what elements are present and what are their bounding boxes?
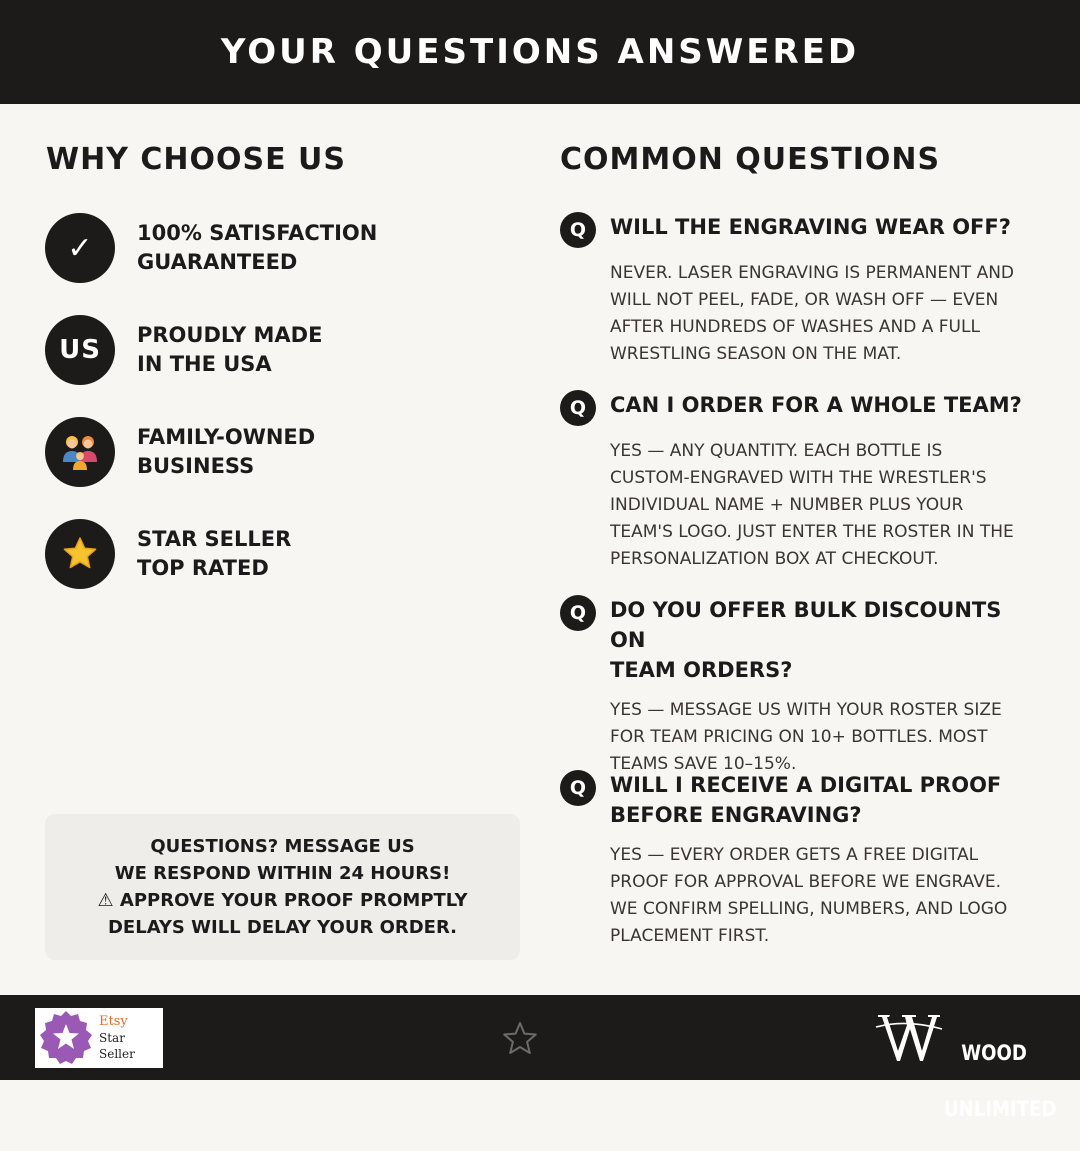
faq-question: WILL THE ENGRAVING WEAR OFF? xyxy=(610,215,1011,239)
faq-answer: YES — EVERY ORDER GETS A FREE DIGITAL PROOF FOR APPROVAL BEFORE WE ENGRAVE. WE CONFIRM SPELLING, NUMBERS, AND LOGO PLACEMENT FIRST. xyxy=(610,845,1008,946)
us-badge-icon xyxy=(45,315,115,385)
q-badge-icon: Q xyxy=(560,212,596,248)
faq-question: DO YOU OFFER BULK DISCOUNTS ON TEAM ORDERS? xyxy=(610,598,1002,682)
etsy-seal-icon xyxy=(37,1009,95,1067)
notice-line: ⚠ APPROVE YOUR PROOF PROMPTLY xyxy=(97,890,468,911)
feature-label: PROUDLY MADE IN THE USA xyxy=(137,323,323,376)
family-icon xyxy=(45,417,115,487)
faq-answer: NEVER. LASER ENGRAVING IS PERMANENT AND WILL NOT PEEL, FADE, OR WASH OFF — EVEN AFTER HUNDREDS OF WASHES AND A FULL WRESTLING SEASON ON THE MAT. xyxy=(610,263,1015,364)
notice-line: QUESTIONS? MESSAGE US xyxy=(150,836,415,857)
common-questions-title: COMMON QUESTIONS xyxy=(560,142,941,177)
feature-label: FAMILY-OWNED BUSINESS xyxy=(137,425,316,478)
feature-made-in-usa xyxy=(45,315,505,385)
etsy-name: Etsy xyxy=(99,1014,128,1029)
brand-line-2: UNLIMITED xyxy=(944,1097,1057,1121)
faq-question: WILL I RECEIVE A DIGITAL PROOF BEFORE ENGRAVING? xyxy=(610,773,1002,827)
faq-item xyxy=(560,390,1040,573)
us-badge-text: US xyxy=(59,335,101,365)
faq-answer: YES — MESSAGE US WITH YOUR ROSTER SIZE FOR TEAM PRICING ON 10+ BOTTLES. MOST TEAMS SAVE 10–15%. xyxy=(610,700,1002,774)
faq-question: CAN I ORDER FOR A WHOLE TEAM? xyxy=(610,393,1022,417)
etsy-star-seller-badge xyxy=(35,1008,163,1068)
q-badge-icon: Q xyxy=(560,390,596,426)
notice-line: DELAYS WILL DELAY YOUR ORDER. xyxy=(107,917,458,938)
checkmark-icon xyxy=(45,213,115,283)
why-choose-us-title: WHY CHOOSE US xyxy=(46,142,347,177)
feature-star-seller xyxy=(45,519,505,589)
q-badge-icon: Q xyxy=(560,770,596,806)
wood-unlimited-logo xyxy=(876,1005,1057,1121)
faq-item xyxy=(560,212,1040,368)
brand-line-1: WOOD xyxy=(961,1041,1027,1065)
star-outline-icon xyxy=(500,1019,540,1059)
faq-item xyxy=(560,770,1040,950)
star-icon xyxy=(45,519,115,589)
footer-bar xyxy=(0,995,1080,1121)
header-bar xyxy=(0,0,1080,104)
feature-family-owned xyxy=(45,417,505,487)
faq-answer: YES — ANY QUANTITY. EACH BOTTLE IS CUSTOM-ENGRAVED WITH THE WRESTLER'S INDIVIDUAL NAME + NUMBER PLUS YOUR TEAM'S LOGO. JUST ENTER THE ROSTER IN THE PERSONALIZATION BOX AT CHECKOUT. xyxy=(610,441,1014,569)
checkmark-glyph: ✓ xyxy=(67,230,93,266)
etsy-star-seller-text: Star Seller xyxy=(99,1031,135,1061)
w-monogram-icon xyxy=(876,1005,942,1069)
contact-notice-box xyxy=(45,814,520,960)
feature-satisfaction xyxy=(45,213,505,283)
feature-label: STAR SELLER TOP RATED xyxy=(137,527,292,580)
brand-name xyxy=(944,1011,1056,1151)
notice-line: WE RESPOND WITHIN 24 HOURS! xyxy=(114,863,451,884)
q-badge-icon: Q xyxy=(560,595,596,631)
page-title: YOUR QUESTIONS ANSWERED xyxy=(220,32,860,72)
feature-label: 100% SATISFACTION GUARANTEED xyxy=(137,221,378,274)
faq-item xyxy=(560,595,1040,778)
